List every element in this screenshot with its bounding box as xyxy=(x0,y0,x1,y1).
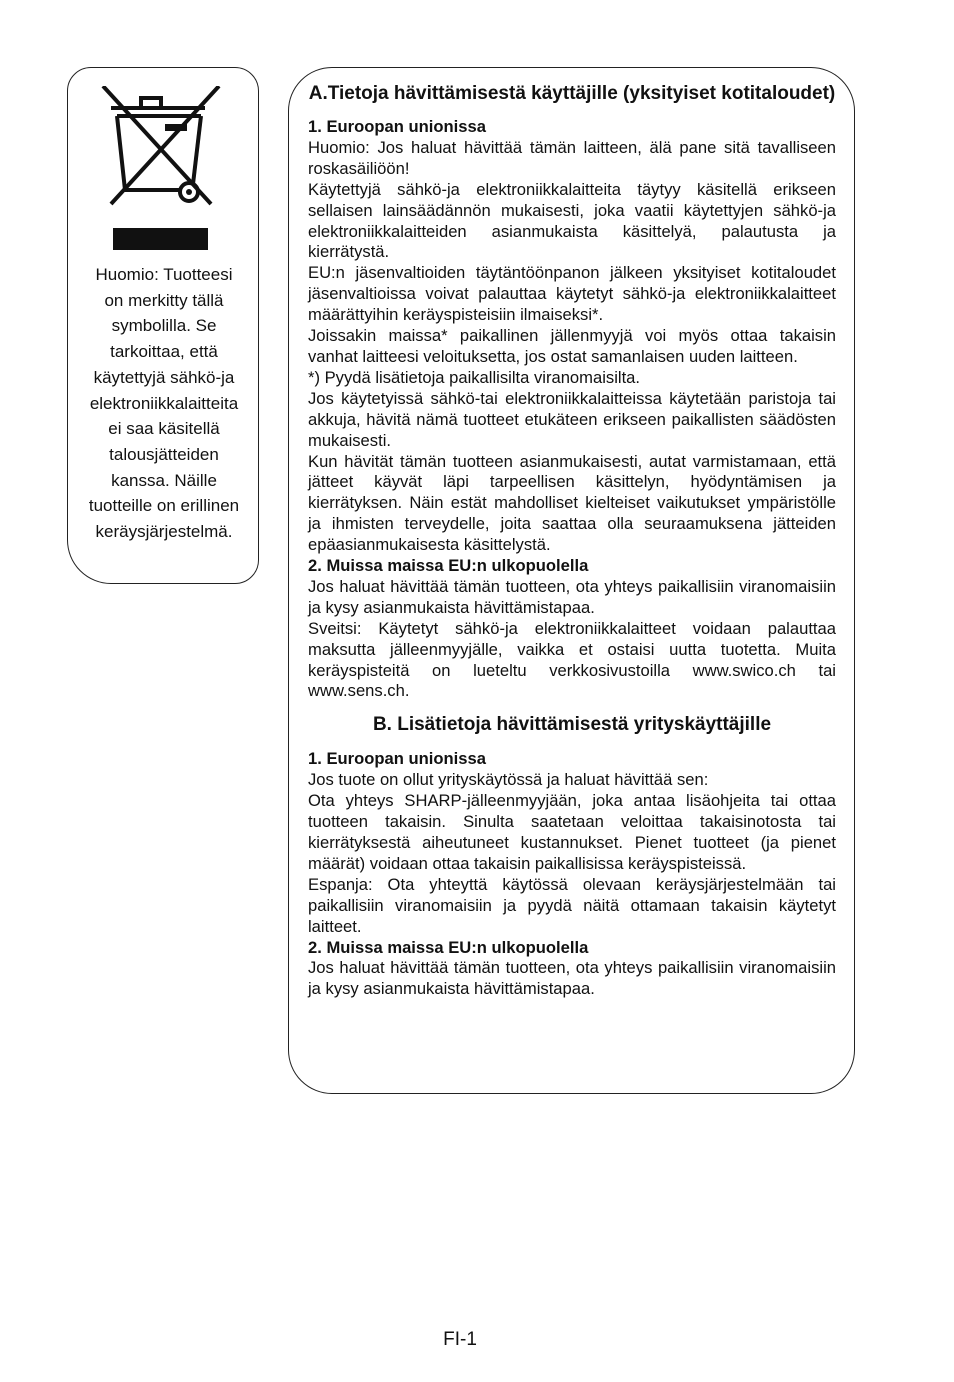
page-number: FI-1 xyxy=(443,1329,477,1350)
section-a-eu-paragraph: *) Pyydä lisätietoja paikallisilta viranomaisilta. xyxy=(308,367,641,387)
section-b-other-paragraph: Jos haluat hävittää tämän tuotteen, ota yhteys paikallisiin viranomaisiin ja kysy asianmukaista hävittämistapaa. xyxy=(308,958,836,999)
section-a-title: A.Tietoja hävittämisestä käyttäjille (yksityiset kotitaloudet) xyxy=(308,83,836,104)
section-a-eu-paragraph: Jos käytetyissä sähkö-tai elektroniikkalaitteissa käytetään paristoja tai akkuja, hävitä nämä tuotteet etukäteen erikseen paikallisten säädösten mukaisesti. xyxy=(308,388,836,450)
section-a-eu-heading: 1. Euroopan unionissa xyxy=(308,117,486,136)
section-b-eu-paragraph: Ota yhteys SHARP-jälleenmyyjään, joka antaa lisäohjeita tai ottaa tuotteen takaisin. Sinulta saatetaan veloittaa takaisinotosta tai kierrätyksestä aiheutuneet kustannukset. Pienet tuotteet (ja pienet määrät) voidaan ottaa takaisin paikallisissa keräyspisteissä. xyxy=(308,791,836,873)
section-b-title: B. Lisätietoja hävittämisestä yrityskäyttäjille xyxy=(372,714,772,736)
sidebar-note: Huomio: Tuotteesi on merkitty tällä symbolilla. Se tarkoittaa, että käytettyjä sähkö-ja elektroniikkalaitteita ei saa käsitellä talousjätteiden kanssa. Näille tuotteille on erillinen keräysjärjestelmä. xyxy=(88,265,240,542)
section-a-eu-paragraph: Huomio: Jos haluat hävittää tämän laitteen, älä pane sitä tavalliseen roskasäiliöön! xyxy=(308,137,836,178)
section-a-other-paragraph: Jos haluat hävittää tämän tuotteen, ota yhteys paikallisiin viranomaisiin ja kysy asianmukaista hävittämistapaa. xyxy=(308,576,836,617)
section-a-eu-paragraph: Joissakin maissa* paikallinen jällenmyyjä voi myös ottaa takaisin vanhat laitteesi veloituksetta, jos ostat samanlaisen uuden laitteen. xyxy=(308,326,836,366)
weee-symbol-box xyxy=(67,67,259,584)
section-b-eu-paragraph: Jos tuote on ollut yrityskäytössä ja haluat hävittää sen: xyxy=(308,770,709,790)
section-b-other-heading: 2. Muissa maissa EU:n ulkopuolella xyxy=(308,937,589,957)
section-b-eu-heading: 1. Euroopan unionissa xyxy=(308,749,486,769)
disposal-content xyxy=(308,68,836,1000)
section-b-eu-paragraph: Espanja: Ota yhteyttä käytössä olevaan keräysjärjestelmään tai paikallisiin viranomaisiin ja pyydä näitä ottamaan takaisin käytetyt laitteet. xyxy=(308,874,836,936)
disposal-info-box xyxy=(288,67,855,1094)
section-a-other-heading: 2. Muissa maissa EU:n ulkopuolella xyxy=(308,556,589,576)
black-bar xyxy=(113,228,208,250)
section-a-eu-paragraph: Kun hävität tämän tuotteen asianmukaisesti, autat varmistamaan, että jätteet käyvät läpi tarpeellisen käsittelyn, hyödyntämisen ja kierrätyksen. Näin estät mahdolliset kielteiset vaikutukset ympäristölle ja ihmisten terveydelle, joita saattaa olla seuraamuksena jätteiden epäasianmukaisesta käsittelystä. xyxy=(308,451,836,555)
section-a-eu-paragraph: Käytettyjä sähkö-ja elektroniikkalaitteita täytyy käsitellä erikseen sellaisen lainsäädännön mukaisesti, joka vaatii käytettyjen sähkö-ja elektroniikkalaitteiden asianmukaista käsittelyä, palautusta ja kierrätystä. xyxy=(308,179,836,262)
section-a-eu-paragraph: EU:n jäsenvaltioiden täytäntöönpanon jälkeen yksityiset kotitaloudet jäsenvaltioissa voivat palauttaa käytetyt sähkö-ja elektroniikkalaitteet määrättyihin keräyspisteisiin ilmaiseksi*. xyxy=(308,263,836,325)
section-a-other-paragraph: Sveitsi: Käytetyt sähkö-ja elektroniikkalaitteet voidaan palauttaa maksutta jälleenmyyjälle, vaikka et ostaisi uutta tuotetta. Muita keräyspisteitä on lueteltu verkkosivustoilla www.​swico.ch tai www.sens.ch. xyxy=(308,618,836,701)
crossed-out-wheelie-bin-icon xyxy=(101,86,221,208)
